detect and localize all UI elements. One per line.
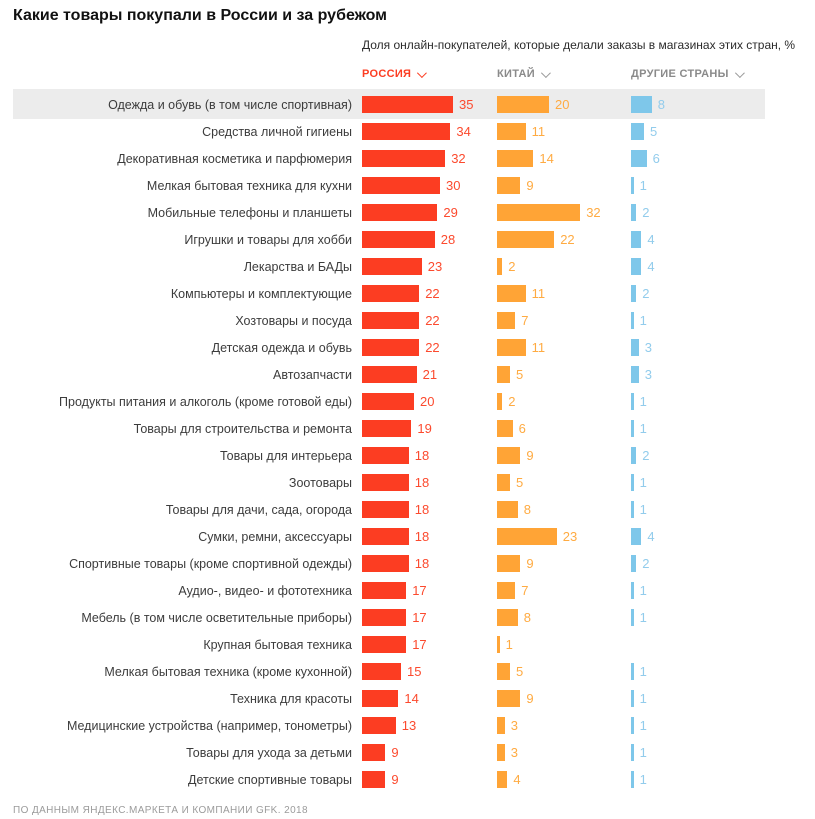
others-bar <box>631 339 639 356</box>
bar-cell-russia <box>362 145 497 172</box>
russia-bar <box>362 150 445 167</box>
china-bar <box>497 582 515 599</box>
bar-cell-russia <box>362 199 497 226</box>
others-bar <box>631 690 634 707</box>
value-label: 1 <box>639 421 647 436</box>
value-label: 9 <box>526 448 534 463</box>
category-label: Техника для красоты <box>230 691 352 706</box>
value-label: 23 <box>427 259 443 274</box>
value-label: 11 <box>531 286 546 301</box>
bar-cell-china <box>497 307 631 334</box>
value-label: 9 <box>526 691 534 706</box>
table-row[interactable] <box>0 550 781 577</box>
russia-bar <box>362 339 419 356</box>
table-row[interactable] <box>0 334 781 361</box>
russia-bar <box>362 204 437 221</box>
china-bar <box>497 258 502 275</box>
bar-cell-china <box>497 145 631 172</box>
bar-cell-russia <box>362 442 497 469</box>
bar-cell-russia <box>362 577 497 604</box>
table-row[interactable] <box>0 739 781 766</box>
page-title: Какие товары покупали в России и за рубежом <box>13 7 387 24</box>
table-row[interactable] <box>0 307 781 334</box>
russia-bar <box>362 582 406 599</box>
value-label: 5 <box>516 367 524 382</box>
china-bar <box>497 312 515 329</box>
category-label: Мобильные телефоны и планшеты <box>147 205 352 220</box>
chevron-down-icon <box>541 68 551 78</box>
bar-cell-russia <box>362 712 497 739</box>
value-label: 6 <box>518 421 526 436</box>
china-bar <box>497 420 513 437</box>
others-bar <box>631 501 634 518</box>
china-bar <box>497 285 526 302</box>
value-label: 2 <box>508 394 516 409</box>
bar-cell-russia <box>362 469 497 496</box>
value-label: 17 <box>412 637 427 652</box>
china-bar <box>497 474 510 491</box>
bar-cell-china <box>497 604 631 631</box>
value-label: 5 <box>650 124 658 139</box>
value-label: 14 <box>539 151 554 166</box>
value-label: 1 <box>639 745 647 760</box>
value-label: 29 <box>443 205 458 220</box>
table-row[interactable] <box>0 496 781 523</box>
bar-cell-russia <box>362 415 497 442</box>
china-bar <box>497 96 549 113</box>
value-label: 1 <box>639 583 647 598</box>
china-bar <box>497 204 580 221</box>
category-label: Сумки, ремни, аксессуары <box>198 529 352 544</box>
china-bar <box>497 717 505 734</box>
bar-cell-china <box>497 766 631 793</box>
bar-cell-russia <box>362 523 497 550</box>
others-bar <box>631 528 641 545</box>
value-label: 7 <box>521 313 529 328</box>
china-bar <box>497 744 505 761</box>
bar-cell-russia <box>362 496 497 523</box>
table-row[interactable] <box>0 388 781 415</box>
value-label: 1 <box>639 178 647 193</box>
bar-cell-others <box>631 577 765 604</box>
value-label: 4 <box>647 232 655 247</box>
bar-chart-rows <box>0 91 781 793</box>
category-label: Товары для ухода за детьми <box>186 745 352 760</box>
others-bar <box>631 663 634 680</box>
value-label: 9 <box>391 745 399 760</box>
bar-cell-others <box>631 280 765 307</box>
bar-cell-china <box>497 388 631 415</box>
others-bar <box>631 474 634 491</box>
column-header-russia[interactable] <box>362 68 424 80</box>
bar-cell-others <box>631 658 765 685</box>
bar-cell-others <box>631 685 765 712</box>
china-bar <box>497 177 520 194</box>
category-label: Средства личной гигиены <box>202 124 352 139</box>
bar-cell-china <box>497 91 631 118</box>
bar-cell-others <box>631 199 765 226</box>
value-label: 22 <box>425 313 440 328</box>
value-label: 5 <box>516 475 524 490</box>
bar-cell-russia <box>362 766 497 793</box>
russia-bar <box>362 636 406 653</box>
value-label: 32 <box>586 205 601 220</box>
bar-cell-others <box>631 226 765 253</box>
value-label: 23 <box>562 529 578 544</box>
russia-bar <box>362 393 414 410</box>
bar-cell-russia <box>362 361 497 388</box>
russia-bar <box>362 231 435 248</box>
others-bar <box>631 582 634 599</box>
bar-cell-china <box>497 253 631 280</box>
value-label: 18 <box>414 529 430 544</box>
others-bar <box>631 717 634 734</box>
china-bar <box>497 339 526 356</box>
value-label: 11 <box>531 124 546 139</box>
value-label: 4 <box>513 772 521 787</box>
column-header-china-label: КИТАЙ <box>497 68 535 80</box>
others-bar <box>631 231 641 248</box>
others-bar <box>631 312 634 329</box>
russia-bar <box>362 312 419 329</box>
value-label: 2 <box>642 556 650 571</box>
category-label: Продукты питания и алкоголь (кроме готовой еды) <box>59 394 352 409</box>
value-label: 17 <box>412 610 427 625</box>
value-label: 4 <box>647 529 655 544</box>
bar-cell-china <box>497 415 631 442</box>
table-row[interactable] <box>0 361 781 388</box>
bar-cell-russia <box>362 334 497 361</box>
china-bar <box>497 528 557 545</box>
bar-cell-china <box>497 550 631 577</box>
china-bar <box>497 609 518 626</box>
bar-cell-others <box>631 712 765 739</box>
category-label: Мелкая бытовая техника (кроме кухонной) <box>104 664 352 679</box>
value-label: 2 <box>642 205 650 220</box>
russia-bar <box>362 771 385 788</box>
bar-cell-russia <box>362 307 497 334</box>
category-label: Крупная бытовая техника <box>203 637 352 652</box>
table-row[interactable] <box>0 766 781 793</box>
bar-cell-china <box>497 361 631 388</box>
others-bar <box>631 744 634 761</box>
value-label: 34 <box>456 124 471 139</box>
value-label: 9 <box>526 178 534 193</box>
russia-bar <box>362 663 401 680</box>
value-label: 28 <box>440 232 456 247</box>
table-row[interactable] <box>0 523 781 550</box>
russia-bar <box>362 177 440 194</box>
bar-cell-russia <box>362 388 497 415</box>
bar-cell-russia <box>362 91 497 118</box>
value-label: 7 <box>521 583 529 598</box>
bar-cell-china <box>497 469 631 496</box>
bar-cell-russia <box>362 226 497 253</box>
others-bar <box>631 420 634 437</box>
bar-cell-china <box>497 199 631 226</box>
column-header-russia-label: РОССИЯ <box>362 68 412 80</box>
russia-bar <box>362 717 396 734</box>
value-label: 1 <box>639 691 647 706</box>
bar-cell-russia <box>362 685 497 712</box>
category-label: Товары для строительства и ремонта <box>133 421 352 436</box>
value-label: 8 <box>523 502 532 517</box>
category-label: Товары для интерьера <box>219 448 352 463</box>
category-label: Зоотовары <box>288 475 352 490</box>
china-bar <box>497 123 526 140</box>
bar-cell-russia <box>362 604 497 631</box>
others-bar <box>631 177 634 194</box>
value-label: 18 <box>414 448 430 463</box>
russia-bar <box>362 744 385 761</box>
value-label: 1 <box>639 610 647 625</box>
value-label: 4 <box>647 259 655 274</box>
china-bar <box>497 690 520 707</box>
bar-cell-others <box>631 496 765 523</box>
china-bar <box>497 636 500 653</box>
category-label: Спортивные товары (кроме спортивной одежды) <box>69 556 352 571</box>
chevron-down-icon <box>417 68 427 78</box>
value-label: 1 <box>505 637 513 652</box>
bar-cell-others <box>631 145 765 172</box>
category-label: Мелкая бытовая техника для кухни <box>146 178 352 193</box>
value-label: 2 <box>642 448 650 463</box>
bar-cell-china <box>497 523 631 550</box>
bar-cell-china <box>497 280 631 307</box>
table-row[interactable] <box>0 145 781 172</box>
value-label: 1 <box>639 664 647 679</box>
bar-cell-china <box>497 118 631 145</box>
china-bar <box>497 393 502 410</box>
bar-cell-china <box>497 577 631 604</box>
bar-cell-china <box>497 226 631 253</box>
category-label: Товары для дачи, сада, огорода <box>165 502 352 517</box>
bar-cell-others <box>631 334 765 361</box>
china-bar <box>497 555 520 572</box>
value-label: 3 <box>644 340 653 355</box>
value-label: 32 <box>451 151 466 166</box>
value-label: 5 <box>516 664 524 679</box>
table-row[interactable] <box>0 442 781 469</box>
bar-cell-others <box>631 469 765 496</box>
value-label: 22 <box>560 232 575 247</box>
value-label: 8 <box>523 610 532 625</box>
bar-cell-china <box>497 496 631 523</box>
value-label: 13 <box>401 718 417 733</box>
column-header-others-label: ДРУГИЕ СТРАНЫ <box>631 68 729 80</box>
bar-cell-china <box>497 685 631 712</box>
others-bar <box>631 366 639 383</box>
table-row[interactable] <box>0 199 781 226</box>
others-bar <box>631 609 634 626</box>
russia-bar <box>362 528 409 545</box>
russia-bar <box>362 501 409 518</box>
bar-cell-others <box>631 172 765 199</box>
china-bar <box>497 501 518 518</box>
category-label: Детские спортивные товары <box>188 772 352 787</box>
bar-cell-russia <box>362 739 497 766</box>
russia-bar <box>362 555 409 572</box>
bar-cell-others <box>631 442 765 469</box>
china-bar <box>497 447 520 464</box>
table-row[interactable] <box>0 226 781 253</box>
value-label: 9 <box>526 556 534 571</box>
bar-cell-china <box>497 712 631 739</box>
value-label: 22 <box>425 340 440 355</box>
chevron-down-icon <box>735 68 745 78</box>
bar-cell-russia <box>362 658 497 685</box>
table-row[interactable] <box>0 280 781 307</box>
bar-cell-others <box>631 739 765 766</box>
category-label: Игрушки и товары для хобби <box>184 232 352 247</box>
category-label: Одежда и обувь (в том числе спортивная) <box>108 97 352 112</box>
source-note: ПО ДАННЫМ ЯНДЕКС.МАРКЕТА И КОМПАНИИ GFK. 2018 <box>13 805 308 816</box>
value-label: 2 <box>508 259 516 274</box>
chart-subtitle: Доля онлайн-покупателей, которые делали заказы в магазинах этих стран, % <box>362 38 796 52</box>
bar-cell-others <box>631 631 765 658</box>
bar-cell-china <box>497 172 631 199</box>
bar-cell-russia <box>362 118 497 145</box>
table-row[interactable] <box>0 172 781 199</box>
value-label: 9 <box>391 772 399 787</box>
value-label: 18 <box>414 475 430 490</box>
table-row[interactable] <box>0 253 781 280</box>
category-label: Аудио-, видео- и фототехника <box>178 583 352 598</box>
others-bar <box>631 96 652 113</box>
china-bar <box>497 366 510 383</box>
russia-bar <box>362 609 406 626</box>
table-row[interactable] <box>0 577 781 604</box>
value-label: 11 <box>531 340 546 355</box>
bar-cell-others <box>631 550 765 577</box>
bar-cell-china <box>497 334 631 361</box>
bar-cell-others <box>631 307 765 334</box>
russia-bar <box>362 420 411 437</box>
value-label: 20 <box>420 394 435 409</box>
table-row[interactable] <box>0 415 781 442</box>
bar-cell-russia <box>362 631 497 658</box>
others-bar <box>631 771 634 788</box>
value-label: 15 <box>407 664 422 679</box>
bar-cell-others <box>631 604 765 631</box>
value-label: 35 <box>459 97 474 112</box>
china-bar <box>497 663 510 680</box>
value-label: 14 <box>404 691 419 706</box>
bar-cell-others <box>631 415 765 442</box>
value-label: 1 <box>639 502 647 517</box>
others-bar <box>631 123 644 140</box>
value-label: 6 <box>652 151 660 166</box>
russia-bar <box>362 123 450 140</box>
value-label: 19 <box>417 421 432 436</box>
others-bar <box>631 204 636 221</box>
value-label: 3 <box>644 367 653 382</box>
category-label: Декоративная косметика и парфюмерия <box>117 151 352 166</box>
table-row[interactable] <box>0 91 781 118</box>
bar-cell-others <box>631 361 765 388</box>
value-label: 21 <box>422 367 438 382</box>
table-row[interactable] <box>0 604 781 631</box>
bar-cell-others <box>631 523 765 550</box>
china-bar <box>497 231 554 248</box>
column-header-others[interactable] <box>631 68 742 80</box>
china-bar <box>497 771 507 788</box>
bar-cell-others <box>631 253 765 280</box>
category-label: Автозапчасти <box>273 367 352 382</box>
russia-bar <box>362 474 409 491</box>
others-bar <box>631 258 641 275</box>
value-label: 20 <box>555 97 570 112</box>
column-header-china[interactable] <box>497 68 548 80</box>
table-row[interactable] <box>0 658 781 685</box>
category-label: Компьютеры и комплектующие <box>170 286 352 301</box>
bar-cell-china <box>497 442 631 469</box>
category-label: Лекарства и БАДы <box>243 259 352 274</box>
bar-cell-russia <box>362 253 497 280</box>
russia-bar <box>362 447 409 464</box>
value-label: 1 <box>639 475 647 490</box>
table-row[interactable] <box>0 118 781 145</box>
bar-cell-russia <box>362 280 497 307</box>
russia-bar <box>362 258 422 275</box>
table-row[interactable] <box>0 712 781 739</box>
table-row[interactable] <box>0 685 781 712</box>
bar-cell-china <box>497 631 631 658</box>
value-label: 1 <box>639 718 647 733</box>
china-bar <box>497 150 533 167</box>
value-label: 22 <box>425 286 440 301</box>
value-label: 1 <box>639 313 647 328</box>
bar-cell-others <box>631 766 765 793</box>
russia-bar <box>362 96 453 113</box>
category-label: Медицинские устройства (например, тонометры) <box>66 718 352 733</box>
others-bar <box>631 285 636 302</box>
russia-bar <box>362 285 419 302</box>
table-row[interactable] <box>0 631 781 658</box>
category-label: Детская одежда и обувь <box>211 340 352 355</box>
bar-cell-russia <box>362 172 497 199</box>
bar-cell-others <box>631 118 765 145</box>
value-label: 1 <box>639 772 647 787</box>
bar-cell-others <box>631 388 765 415</box>
value-label: 3 <box>510 745 519 760</box>
others-bar <box>631 393 634 410</box>
bar-cell-others <box>631 91 765 118</box>
value-label: 17 <box>412 583 427 598</box>
bar-cell-russia <box>362 550 497 577</box>
table-row[interactable] <box>0 469 781 496</box>
value-label: 8 <box>657 97 666 112</box>
column-headers <box>0 68 815 84</box>
others-bar <box>631 150 647 167</box>
others-bar <box>631 555 636 572</box>
others-bar <box>631 447 636 464</box>
bar-cell-china <box>497 658 631 685</box>
value-label: 30 <box>446 178 461 193</box>
value-label: 18 <box>414 502 430 517</box>
category-label: Хозтовары и посуда <box>235 313 352 328</box>
russia-bar <box>362 366 417 383</box>
value-label: 3 <box>510 718 519 733</box>
bar-cell-china <box>497 739 631 766</box>
russia-bar <box>362 690 398 707</box>
category-label: Мебель (в том числе осветительные приборы) <box>81 610 352 625</box>
value-label: 18 <box>414 556 430 571</box>
value-label: 1 <box>639 394 647 409</box>
value-label: 2 <box>642 286 650 301</box>
